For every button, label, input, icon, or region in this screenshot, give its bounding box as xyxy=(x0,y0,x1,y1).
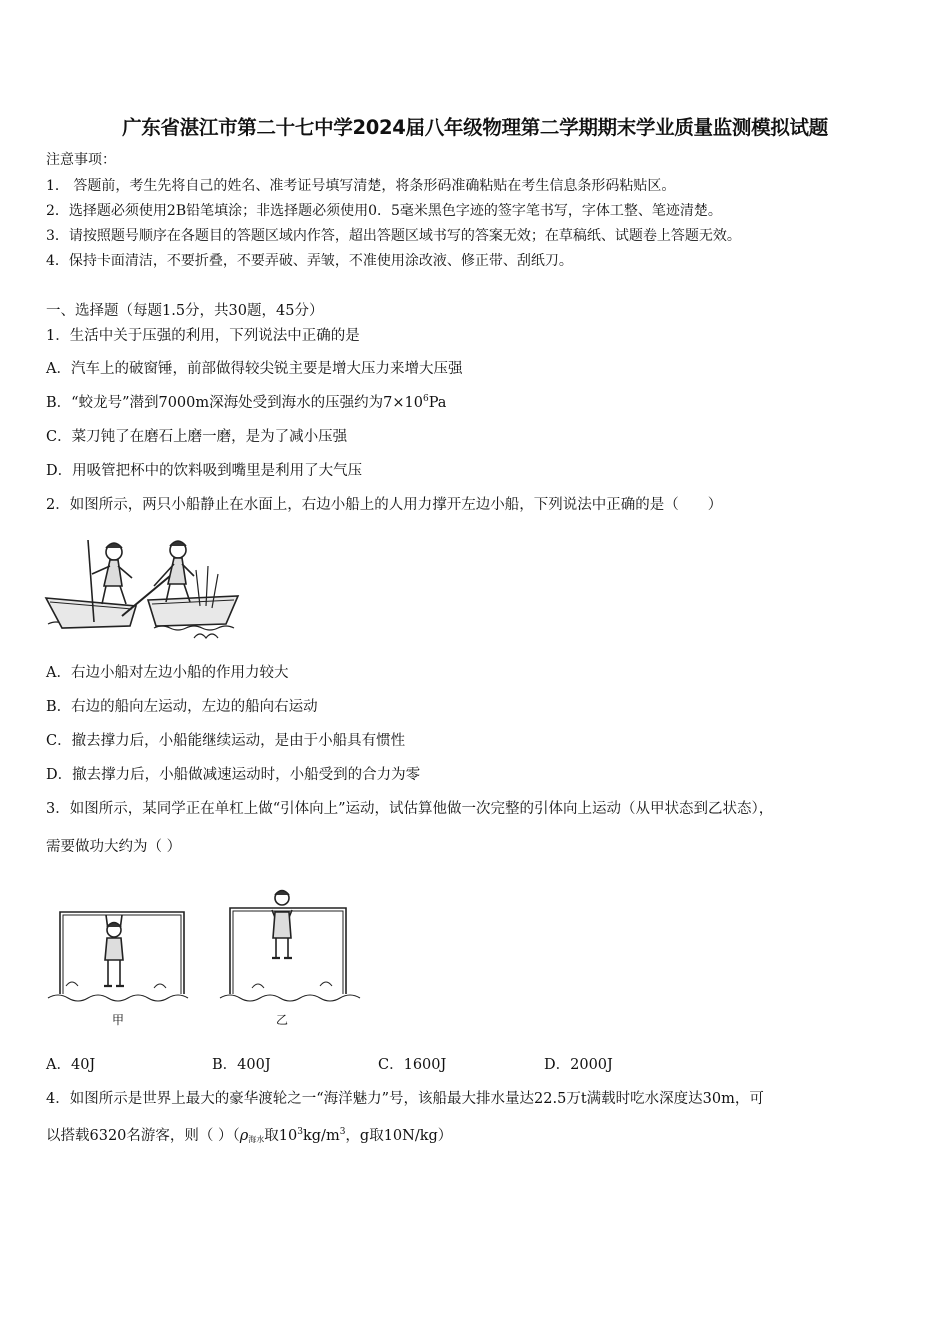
q3-option-a: A．40J xyxy=(46,1057,96,1073)
q4-stem-part: 取10 xyxy=(264,1128,298,1144)
rho-symbol: ρ xyxy=(239,1128,249,1144)
right-person-body xyxy=(168,558,186,584)
q3-options xyxy=(46,1053,613,1074)
q3-option-c: C．1600J xyxy=(378,1057,447,1073)
q1-option-d: D．用吸管把杯中的饮料吸到嘴里是利用了大气压 xyxy=(46,463,363,479)
rho-subscript: 海水 xyxy=(248,1135,265,1144)
q1-option-b-text: B．“蛟龙号”潜到7000m深海处受到海水的压强约为7×10 xyxy=(46,395,423,411)
page-title: 广东省湛江市第二十七中学2024届八年级物理第二学期期末学业质量监测模拟试题 xyxy=(122,116,828,139)
q1-stem: 1．生活中关于压强的利用，下列说法中正确的是 xyxy=(46,328,360,344)
q2-option-b: B．右边的船向左运动，左边的船向右运动 xyxy=(46,699,318,715)
q4-exp: 3 xyxy=(339,1127,346,1137)
q1-option-c: C．菜刀钝了在磨石上磨一磨，是为了减小压强 xyxy=(46,429,348,445)
q1-option-b-unit: Pa xyxy=(428,395,447,411)
section-heading: 一、选择题（每题1.5分，共30题，45分） xyxy=(46,303,324,319)
pullup-figure xyxy=(44,886,362,1036)
q4-stem-part: 以搭载6320名游客，则（ ）（ xyxy=(46,1128,240,1144)
q4-stem-part: ，g取10N/kg） xyxy=(345,1128,453,1144)
q4-stem-line1: 4．如图所示是世界上最大的豪华渡轮之一“海洋魅力”号，该船最大排水量达22.5万t满载时吃水深度达30m，可 xyxy=(46,1091,764,1107)
note-item: 4．保持卡面清洁，不要折叠，不要弄破、弄皱，不准使用涂改液、修正带、刮纸刀。 xyxy=(46,253,573,269)
q2-option-c: C．撤去撑力后，小船能继续运动，是由于小船具有惯性 xyxy=(46,733,406,749)
notes-heading: 注意事项： xyxy=(46,152,116,168)
q3-stem-line2: 需要做功大约为（ ） xyxy=(46,839,182,855)
note-item: 1． 答题前，考生先将自己的姓名、准考证号填写清楚，将条形码准确粘贴在考生信息条形码粘贴区。 xyxy=(46,178,676,194)
label-jia: 甲 xyxy=(112,1013,125,1027)
q2-stem: 2．如图所示，两只小船静止在水面上，右边小船上的人用力撑开左边小船，下列说法中正确的是（ ） xyxy=(46,497,723,513)
person-jia xyxy=(104,915,124,986)
q2-option-a: A．右边小船对左边小船的作用力较大 xyxy=(46,665,289,681)
q4-exp: 3 xyxy=(297,1127,303,1137)
q1-option-a: A．汽车上的破窗锤，前部做得较尖锐主要是增大压力来增大压强 xyxy=(46,361,463,377)
left-person-body xyxy=(104,560,122,586)
note-item: 2．选择题必须使用2B铅笔填涂；非选择题必须使用0．5毫米黑色字迹的签字笔书写，字体工整、笔迹清楚。 xyxy=(46,203,722,219)
note-item: 3．请按照题号顺序在各题目的答题区域内作答，超出答题区域书写的答案无效；在草稿纸、试题卷上答题无效。 xyxy=(46,228,741,244)
q2-option-d: D．撤去撑力后，小船做减速运动时，小船受到的合力为零 xyxy=(46,767,421,783)
person-yi xyxy=(272,891,292,959)
q3-option-d: D．2000J xyxy=(544,1057,613,1073)
q4-stem-part: kg/m xyxy=(302,1128,340,1144)
q4-stem-line2 xyxy=(46,1126,452,1150)
boats-figure xyxy=(44,536,240,642)
q1-option-b xyxy=(46,393,446,413)
q3-stem-line1: 3．如图所示，某同学正在单杠上做“引体向上”运动，试估算他做一次完整的引体向上运动（从甲状态到乙状态）， xyxy=(46,801,774,817)
q3-option-b: B．400J xyxy=(212,1057,271,1073)
q1-option-b-exp: 6 xyxy=(422,394,429,404)
label-yi: 乙 xyxy=(276,1013,289,1027)
